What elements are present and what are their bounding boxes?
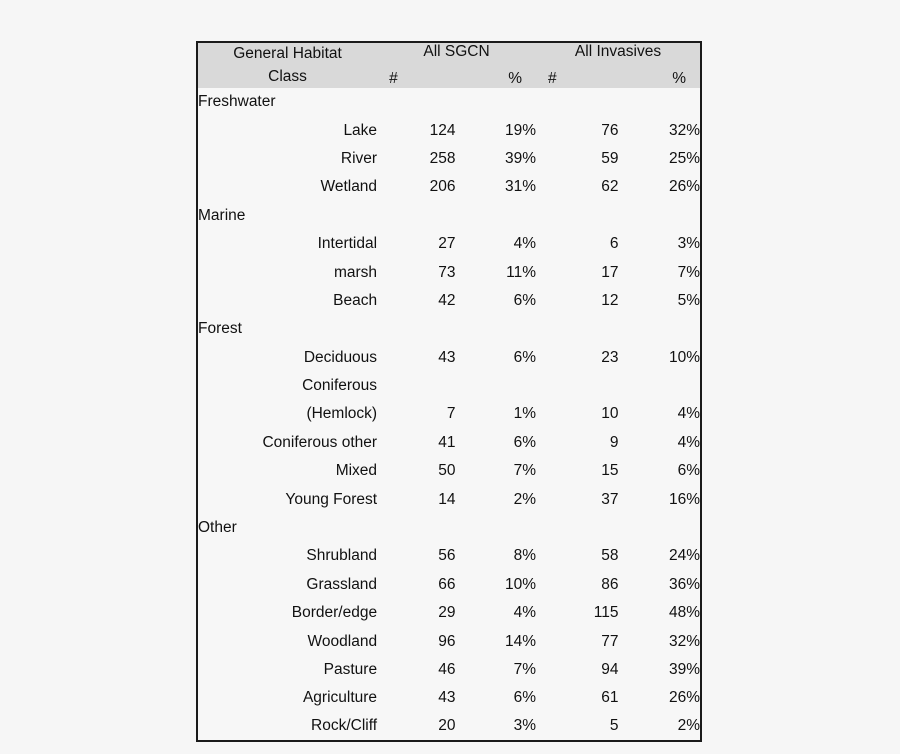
habitat-label: Woodland: [307, 632, 378, 650]
table-header-row: [197, 42, 701, 88]
column-header-habitat-class-line2: Class: [268, 67, 307, 85]
habitat-label: Rock/Cliff: [311, 717, 378, 735]
habitat-label: (Hemlock): [306, 405, 378, 423]
table-row: [197, 344, 701, 372]
cell-sgcn-count: [377, 514, 455, 542]
cell-invasives-count: [536, 372, 618, 400]
cell-sgcn-percent: 39%: [504, 149, 536, 167]
cell-invasives-percent: [618, 202, 701, 230]
cell-invasives-count: 77: [601, 632, 619, 650]
cell-invasives-count: [536, 315, 618, 343]
table-group-row: [197, 315, 701, 343]
cell-sgcn-percent: [456, 88, 536, 116]
cell-invasives-percent: 24%: [668, 547, 700, 565]
cell-invasives-percent: 16%: [668, 490, 700, 508]
cell-invasives-percent: [618, 372, 701, 400]
cell-sgcn-count: 73: [438, 263, 456, 281]
habitat-label: Coniferous other: [262, 433, 378, 451]
cell-invasives-percent: 32%: [668, 121, 700, 139]
cell-sgcn-count: 27: [438, 235, 456, 253]
column-header-all-sgcn: [377, 42, 536, 88]
habitat-label: Deciduous: [303, 348, 378, 366]
cell-sgcn-count: 7: [446, 405, 456, 423]
cell-sgcn-percent: 7%: [513, 661, 536, 678]
table-row: [197, 627, 701, 655]
cell-sgcn-count: 46: [438, 661, 456, 678]
cell-invasives-percent: 26%: [668, 689, 700, 707]
group-label: Freshwater: [198, 93, 276, 111]
cell-sgcn-count: 29: [438, 604, 456, 622]
column-header-all-invasives: [536, 42, 701, 88]
cell-sgcn-percent: 3%: [513, 717, 536, 735]
cell-invasives-percent: 6%: [677, 462, 700, 480]
cell-sgcn-percent: 2%: [513, 490, 536, 508]
cell-invasives-count: 58: [601, 547, 619, 565]
cell-invasives-percent: [618, 514, 701, 542]
cell-invasives-count: 76: [601, 121, 619, 139]
table-row: [197, 230, 701, 258]
cell-invasives-count: 61: [601, 689, 619, 707]
cell-sgcn-percent: [456, 315, 536, 343]
column-subheaders-all-invasives: [536, 70, 700, 88]
table-row: [197, 145, 701, 173]
cell-sgcn-count: 66: [438, 575, 456, 593]
habitat-label: marsh: [333, 263, 378, 281]
table-row: [197, 656, 701, 684]
cell-sgcn-count: 124: [429, 121, 456, 139]
habitat-label: Shrubland: [306, 547, 378, 565]
column-subheader-sgcn-count: #: [389, 70, 398, 87]
table-header: [197, 42, 701, 88]
cell-invasives-percent: 3%: [677, 235, 700, 253]
cell-sgcn-percent: 4%: [513, 235, 536, 253]
table-row: [197, 258, 701, 286]
habitat-label: River: [340, 149, 378, 167]
column-subheaders-all-sgcn: [377, 70, 536, 88]
cell-invasives-percent: 39%: [668, 661, 700, 678]
cell-invasives-count: 6: [609, 235, 619, 253]
table-group-row: [197, 514, 701, 542]
column-subheader-sgcn-percent: %: [508, 70, 522, 87]
cell-sgcn-count: 20: [438, 717, 456, 735]
cell-invasives-count: 9: [609, 433, 619, 451]
cell-invasives-percent: [618, 315, 701, 343]
habitat-label: Mixed: [335, 462, 378, 480]
cell-sgcn-percent: 14%: [504, 632, 536, 650]
group-label: Marine: [198, 206, 246, 224]
habitat-label: Beach: [333, 291, 378, 309]
cell-sgcn-count: 43: [438, 348, 456, 366]
table-row: [197, 116, 701, 144]
cell-invasives-percent: 7%: [677, 263, 700, 281]
cell-sgcn-percent: [456, 514, 536, 542]
group-label: Forest: [198, 320, 242, 338]
cell-sgcn-count: [377, 315, 455, 343]
group-label: Other: [198, 519, 237, 537]
table-row: [197, 542, 701, 570]
cell-sgcn-percent: 6%: [513, 433, 536, 451]
table-row: [197, 372, 701, 400]
cell-sgcn-percent: 19%: [504, 121, 536, 139]
cell-sgcn-count: [377, 202, 455, 230]
cell-invasives-percent: [618, 88, 701, 116]
cell-invasives-count: 86: [601, 575, 619, 593]
cell-sgcn-percent: 7%: [513, 462, 536, 480]
table-body: [197, 88, 701, 741]
table-row: [197, 571, 701, 599]
habitat-label: Wetland: [320, 178, 378, 196]
cell-invasives-percent: 2%: [677, 717, 700, 735]
cell-invasives-count: [536, 514, 618, 542]
table-row: [197, 173, 701, 201]
cell-sgcn-count: 258: [429, 149, 456, 167]
column-subheader-invasives-count: #: [548, 70, 557, 87]
cell-sgcn-percent: 6%: [513, 291, 536, 309]
habitat-label: Border/edge: [291, 604, 378, 622]
table-row: [197, 485, 701, 513]
cell-invasives-count: 23: [601, 348, 619, 366]
table-group-row: [197, 88, 701, 116]
cell-sgcn-percent: [456, 202, 536, 230]
cell-invasives-count: 12: [601, 291, 619, 309]
cell-sgcn-count: 41: [438, 433, 456, 451]
cell-invasives-percent: 5%: [677, 291, 700, 309]
cell-sgcn-percent: [456, 372, 536, 400]
cell-invasives-percent: 10%: [668, 348, 700, 366]
cell-invasives-percent: 4%: [677, 433, 700, 451]
cell-sgcn-count: 43: [438, 689, 456, 707]
cell-invasives-percent: 25%: [668, 149, 700, 167]
habitat-label: Grassland: [306, 575, 378, 593]
table-row: [197, 713, 701, 741]
table-group-row: [197, 202, 701, 230]
cell-invasives-percent: 4%: [677, 405, 700, 423]
cell-invasives-count: 59: [601, 149, 619, 167]
habitat-class-table: [196, 41, 702, 742]
habitat-label: Pasture: [323, 661, 378, 678]
column-subheader-invasives-percent: %: [672, 70, 686, 87]
column-header-habitat-class: [197, 42, 377, 88]
cell-invasives-count: 15: [601, 462, 619, 480]
cell-sgcn-count: [377, 372, 455, 400]
table-row: [197, 599, 701, 627]
column-header-all-invasives-title: All Invasives: [574, 43, 662, 60]
cell-invasives-percent: 32%: [668, 632, 700, 650]
cell-invasives-count: 10: [601, 405, 619, 423]
column-header-habitat-class-line1: General Habitat: [233, 45, 342, 63]
cell-sgcn-count: 56: [438, 547, 456, 565]
cell-sgcn-percent: 6%: [513, 348, 536, 366]
table-row: [197, 400, 701, 428]
habitat-label: Agriculture: [302, 689, 378, 707]
table-row: [197, 287, 701, 315]
habitat-label: Intertidal: [317, 235, 378, 253]
cell-sgcn-percent: 10%: [504, 575, 536, 593]
cell-sgcn-percent: 6%: [513, 689, 536, 707]
cell-invasives-count: [536, 202, 618, 230]
cell-sgcn-percent: 1%: [513, 405, 536, 423]
cell-invasives-percent: 48%: [668, 604, 700, 622]
habitat-label: Young Forest: [285, 490, 378, 508]
cell-sgcn-percent: 11%: [506, 263, 536, 281]
cell-sgcn-count: 206: [429, 178, 456, 196]
cell-sgcn-count: 50: [438, 462, 456, 480]
habitat-label: Coniferous: [302, 377, 378, 395]
cell-sgcn-count: 42: [438, 291, 456, 309]
cell-sgcn-count: 96: [438, 632, 456, 650]
cell-sgcn-count: [377, 88, 455, 116]
cell-sgcn-percent: 8%: [513, 547, 536, 565]
cell-invasives-count: 5: [609, 717, 619, 735]
cell-invasives-percent: 26%: [668, 178, 700, 196]
table-row: [197, 457, 701, 485]
cell-sgcn-count: 14: [438, 490, 456, 508]
cell-invasives-count: [536, 88, 618, 116]
cell-sgcn-percent: 4%: [513, 604, 536, 622]
column-header-all-sgcn-title: All SGCN: [423, 43, 490, 60]
table-row: [197, 684, 701, 712]
cell-invasives-count: 17: [601, 263, 619, 281]
cell-invasives-percent: 36%: [668, 575, 700, 593]
table-row: [197, 429, 701, 457]
cell-invasives-count: 94: [601, 661, 619, 678]
cell-invasives-count: 115: [593, 604, 619, 622]
cell-invasives-count: 62: [601, 178, 619, 196]
cell-sgcn-percent: 31%: [504, 178, 536, 196]
habitat-label: Lake: [343, 121, 378, 139]
cell-invasives-count: 37: [601, 490, 619, 508]
